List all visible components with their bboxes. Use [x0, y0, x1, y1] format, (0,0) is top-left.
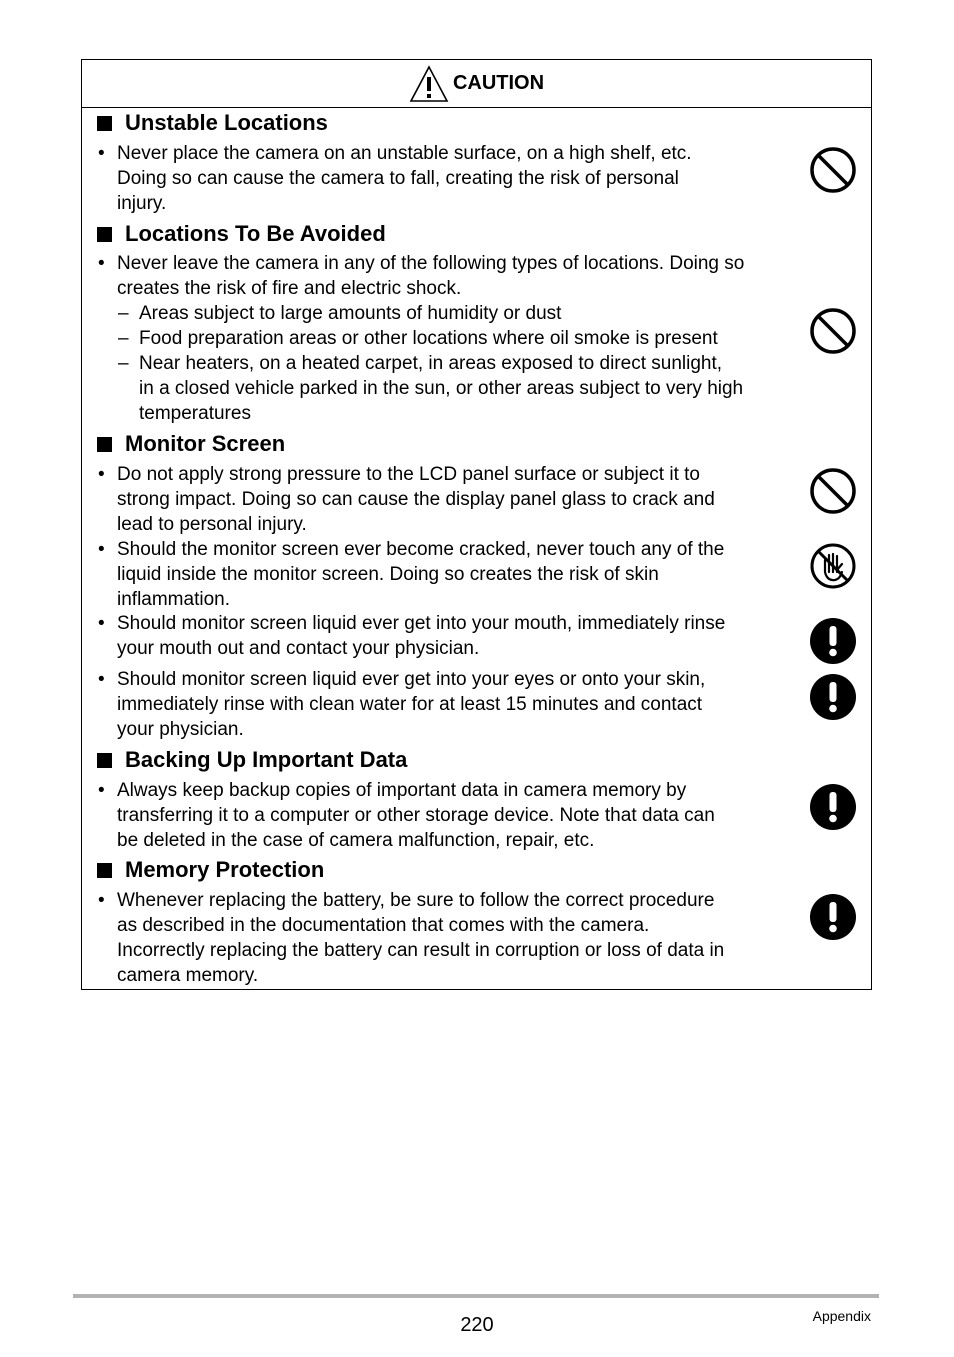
- section-heading-monitor: Monitor Screen: [97, 431, 285, 457]
- square-bullet-icon: [97, 227, 112, 242]
- square-bullet-icon: [97, 863, 112, 878]
- section-heading-memory: Memory Protection: [97, 857, 324, 883]
- monitor-bullet-4: Should monitor screen liquid ever get into your eyes or onto your skin, immediately rinse with clean water for at least 15 minutes and contact your physician.: [117, 669, 706, 740]
- warning-triangle-icon: [409, 65, 449, 103]
- caution-title: CAUTION: [452, 72, 545, 94]
- monitor-bullet-2: Should the monitor screen ever become cracked, never touch any of the liquid inside the monitor screen. Doing so creates the risk of skin inflammation.: [117, 539, 725, 610]
- unstable-bullet-1: Never place the camera on an unstable surface, on a high shelf, etc. Doing so can cause the camera to fall, creating the risk of personal injury.: [117, 143, 692, 214]
- avoided-bullet-1: Never leave the camera in any of the following types of locations. Doing so creates the risk of fire and electric shock.: [117, 253, 745, 299]
- caution-box: [81, 59, 872, 990]
- square-bullet-icon: [97, 437, 112, 452]
- bullet-marker: •: [98, 613, 105, 634]
- avoided-dash-1: Areas subject to large amounts of humidity or dust: [139, 303, 562, 324]
- prohibited-icon: [809, 467, 857, 515]
- square-bullet-icon: [97, 116, 112, 131]
- no-touch-icon: [809, 542, 857, 590]
- prohibited-icon: [809, 146, 857, 194]
- bullet-marker: •: [98, 253, 105, 274]
- exclamation-icon: [809, 673, 857, 721]
- page-number: 220: [460, 1314, 494, 1336]
- bullet-marker: •: [98, 464, 105, 485]
- bullet-marker: •: [98, 143, 105, 164]
- section-heading-unstable: Unstable Locations: [97, 110, 328, 136]
- section-heading-backup: Backing Up Important Data: [97, 747, 407, 773]
- section-heading-avoided: Locations To Be Avoided: [97, 221, 386, 247]
- dash-marker: –: [118, 353, 129, 374]
- bullet-marker: •: [98, 669, 105, 690]
- footer-section-label: Appendix: [812, 1308, 871, 1324]
- backup-bullet-1: Always keep backup copies of important data in camera memory by transferring it to a computer or other storage device. Note that data can be deleted in the case of camera malfunction, repair, etc.: [117, 780, 715, 851]
- avoided-dash-2: Food preparation areas or other locations where oil smoke is present: [139, 328, 718, 349]
- footer-divider: [73, 1294, 879, 1298]
- memory-bullet-1: Whenever replacing the battery, be sure to follow the correct procedure as described in the documentation that comes with the camera. Incorrectly replacing the battery can result in corruption or loss of data in camera memory.: [117, 890, 725, 986]
- square-bullet-icon: [97, 753, 112, 768]
- prohibited-icon: [809, 307, 857, 355]
- exclamation-icon: [809, 617, 857, 665]
- avoided-dash-3: Near heaters, on a heated carpet, in areas exposed to direct sunlight, in a closed vehicle parked in the sun, or other areas subject to very high temperatures: [139, 353, 744, 424]
- monitor-bullet-1: Do not apply strong pressure to the LCD panel surface or subject it to strong impact. Doing so can cause the display panel glass to crack and lead to personal injury.: [117, 464, 715, 535]
- dash-marker: –: [118, 303, 129, 324]
- bullet-marker: •: [98, 780, 105, 801]
- monitor-bullet-3: Should monitor screen liquid ever get into your mouth, immediately rinse your mouth out and contact your physician.: [117, 613, 726, 659]
- bullet-marker: •: [98, 890, 105, 911]
- exclamation-icon: [809, 783, 857, 831]
- bullet-marker: •: [98, 539, 105, 560]
- caution-header: [82, 60, 871, 108]
- exclamation-icon: [809, 893, 857, 941]
- dash-marker: –: [118, 328, 129, 349]
